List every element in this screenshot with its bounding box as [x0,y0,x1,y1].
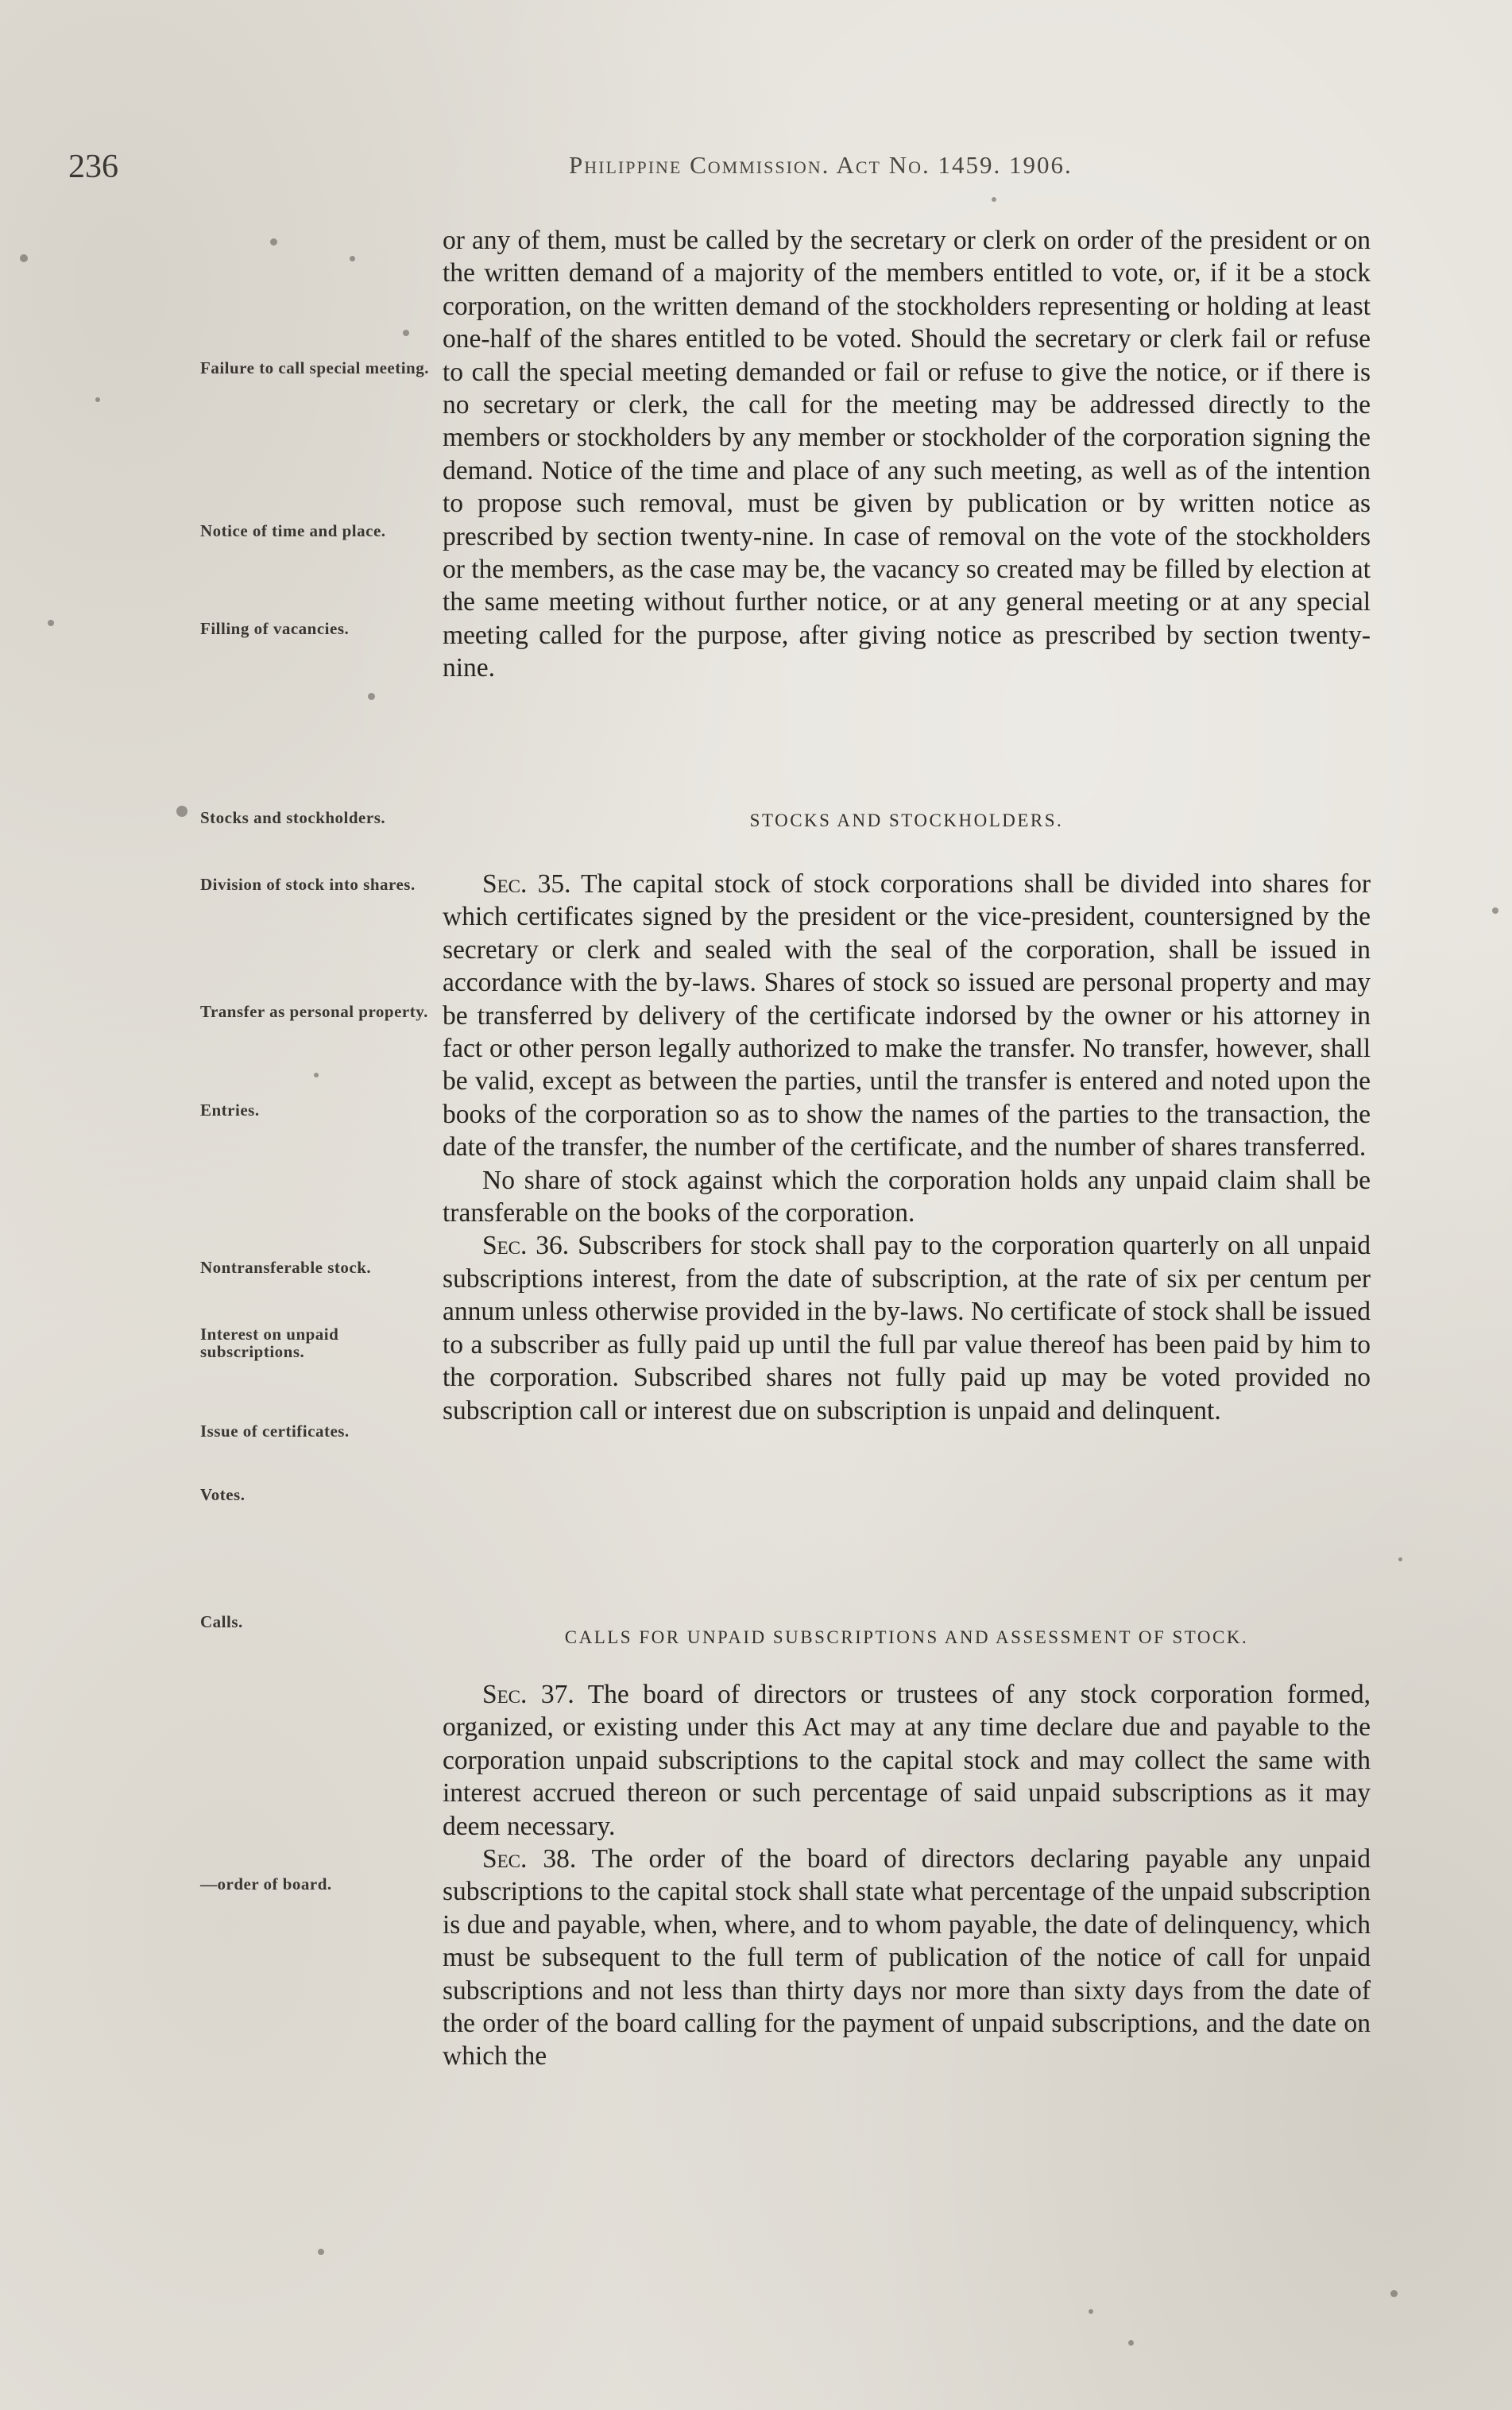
paragraph-sec-37 [443,1678,1371,1843]
scan-speck [1089,2309,1093,2314]
margin-note-nontransferable: Nontransferable stock. [200,1258,372,1277]
scan-speck [270,238,277,246]
margin-note-filling-vacancies: Filling of vacancies. [200,619,350,638]
margin-note-notice-time-place: Notice of time and place. [200,521,386,540]
sec-37-text: The board of directors or trustees of any stock corporation formed, organized, or existing under this Act may at any time declare due and payable to the corporation unpaid subscriptions to the capital stock and may collect the same with interest accrued thereon or such percentage of said unpaid subscriptions as it may deem necessary. [443,1680,1371,1841]
scan-speck [318,2249,324,2255]
paragraph-nontransferable: No share of stock against which the corporation holds any unpaid claim shall be transferable on the books of the corporation. [443,1165,1371,1228]
scan-speck [176,806,188,817]
margin-note-stocks-stockholders: Stocks and stockholders. [200,808,386,827]
scan-speck [1398,1557,1402,1561]
margin-note-division-of-stock: Division of stock into shares. [200,875,416,894]
margin-note-order-of-board: —order of board. [200,1874,332,1894]
scan-speck [368,693,375,700]
scan-speck [314,1073,319,1077]
sec-38-text: The order of the board of directors declaring payable any unpaid subscriptions to the capital stock shall state what percentage of the unpaid subscription is due and payable, when, where, and to whom payable, the date of delinquency, which must be subsequent to the full term of publication of the notice of call for unpaid subscriptions and not less than thirty days nor more than sixty days from the date of the order of the board calling for the payment of unpaid subscriptions, and the date on which the [443,1844,1371,2072]
body-block-1 [443,224,1371,685]
sec-35-label: Sec. 35. [482,869,571,899]
scan-speck [403,330,409,336]
running-header [68,148,1308,188]
margin-note-votes: Votes. [200,1485,246,1504]
margin-note-entries: Entries. [200,1101,260,1120]
page-number: 236 [68,149,118,185]
paragraph-sec-36 [443,1229,1371,1426]
section-heading-block-2 [443,1627,1371,1648]
body-block-sec35 [443,868,1371,1427]
section-heading-block-1 [443,810,1371,831]
sec-35-text: The capital stock of stock corporations shall be divided into shares for which certificates signed by the president or the vice-president, countersigned by the secretary or clerk and sealed with the seal of the corporation, shall be issued in accordance with the by-laws. Shares of stock so issued are personal property and may be transferred by delivery of the certificate indorsed by the owner or his attorney in fact or other person legally authorized to make the transfer. No transfer, however, shall be valid, except as between the parties, until the transfer is entered and noted upon the books of the corporation so as to show the names of the parties to the transaction, the date of the transfer, the number of the certificate, and the number of shares transferred. [443,869,1371,1162]
scan-speck [1492,907,1498,914]
paragraph-removal-meeting: or any of them, must be called by the secretary or clerk on order of the president or on the written demand of a majority of the members entitled to vote, or, if it be a stock corporation, on the written demand of the stockholders representing or holding at least one-half of the shares entitled to be voted. Should the secretary or clerk fail or refuse to call the special meeting demanded or fail or refuse to give the notice, or if there is no secretary or clerk, the call for the meeting may be addressed directly to the members or stockholders by any member or stockholder of the corporation signing the demand. Notice of the time and place of any such meeting, as well as of the intention to propose such removal, must be given by publication or by written notice as prescribed by section twenty-nine. In case of removal on the vote of the stockholders or the members, as the case may be, the vacancy so created may be filled by election at the same meeting without further notice, or at any general meeting or at any special meeting called for the purpose, after giving notice as prescribed by section twenty-nine. [443,226,1371,683]
margin-note-interest-unpaid: Interest on unpaid subscriptions. [200,1325,339,1361]
margin-note-failure-to-call: Failure to call special meeting. [200,358,429,377]
sec-36-label: Sec. 36. [482,1231,570,1261]
paragraph-sec-35 [443,868,1371,1164]
paragraph-sec-38 [443,1843,1371,2073]
sec-36-text: Subscribers for stock shall pay to the corporation quarterly on all unpaid subscriptions interest, from the date of subscription, at the rate of six per centum per annum unless otherwise provided in the by-laws. No certificate of stock shall be issued to a subscriber as fully paid up until the full par value thereof has been paid by him to the corporation. Subscribed shares not fully paid up may be voted provided no subscription call or interest due on subscription is unpaid and delinquent. [443,1231,1371,1425]
scan-speck [350,256,355,261]
margin-note-transfer-personal-property: Transfer as personal property. [200,1002,428,1021]
scan-speck [992,197,996,202]
sec-37-label: Sec. 37. [482,1680,574,1709]
scan-speck [95,397,100,402]
sec-38-label: Sec. 38. [482,1844,577,1874]
section-heading-calls: CALLS FOR UNPAID SUBSCRIPTIONS AND ASSESSMENT OF STOCK. [564,1627,1249,1647]
body-block-sec37 [443,1678,1371,2073]
section-heading-stocks: STOCKS AND STOCKHOLDERS. [749,810,1064,830]
running-title: Philippine Commission. Act No. 1459. 1906. [569,151,1073,179]
margin-note-calls: Calls. [200,1612,243,1631]
scan-speck [1390,2290,1398,2297]
margin-note-issue-certificates: Issue of certificates. [200,1422,350,1441]
scan-speck [1128,2340,1134,2346]
scan-speck [20,254,28,262]
scan-speck [48,620,54,626]
